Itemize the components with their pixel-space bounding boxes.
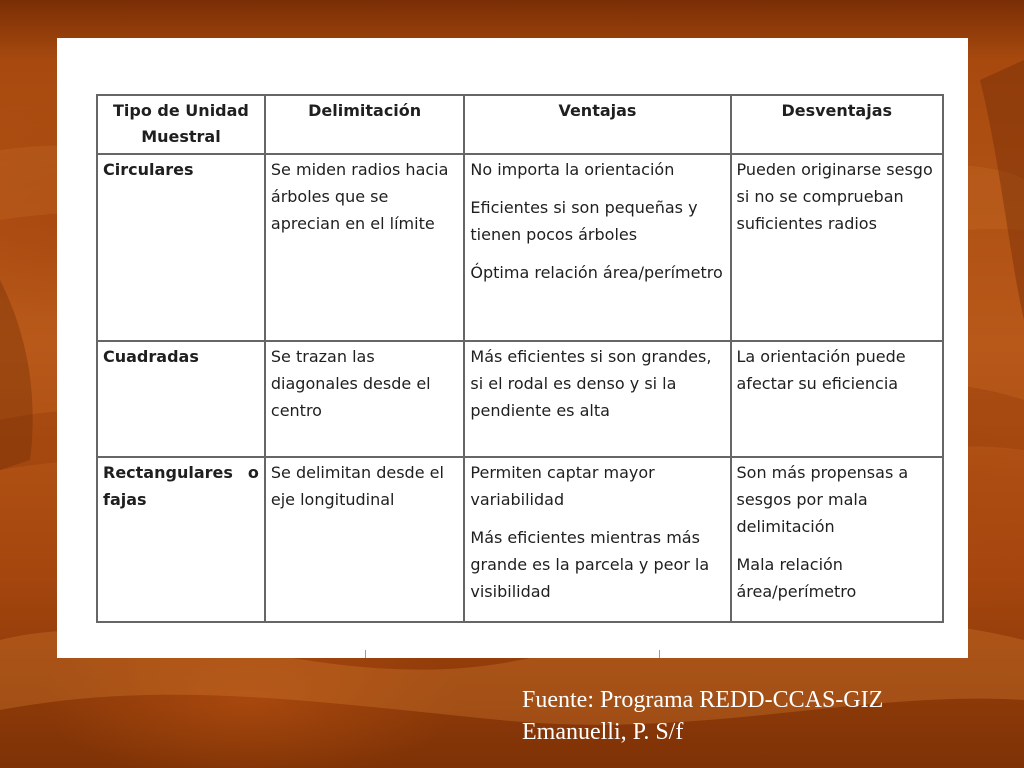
ventaja-text: Eficientes si son pequeñas y tienen pocos árboles (470, 198, 698, 244)
cell-ventajas (464, 341, 730, 457)
table-row (97, 154, 943, 341)
scan-artifact-tick (365, 650, 366, 658)
delimitacion-text: Se miden radios hacia árboles que se aprecian en el límite (270, 160, 449, 233)
source-line: Fuente: Programa REDD-CCAS-GIZ (522, 687, 884, 713)
scan-artifact-tick (659, 650, 660, 658)
table-row (97, 341, 943, 457)
tipo-label: Cuadradas (103, 347, 199, 366)
table-row (97, 457, 943, 622)
cell-desventajas (731, 341, 944, 457)
desventaja-text: Son más propensas a sesgos por mala delimitación (736, 463, 909, 536)
tipo-label-line1 (103, 459, 259, 486)
cell-delimitacion (265, 154, 465, 341)
header-desventajas: Desventajas (731, 95, 944, 154)
slide-card (57, 38, 968, 658)
header-delimitacion: Delimitación (265, 95, 465, 154)
tipo-label-word: Rectangulares (103, 463, 233, 482)
table-header-row (97, 95, 943, 154)
tipo-label-word: o (247, 463, 259, 482)
ventaja-text: Óptima relación área/perímetro (470, 263, 723, 282)
header-tipo: Tipo de Unidad Muestral (97, 95, 265, 154)
cell-tipo (97, 154, 265, 341)
header-ventajas: Ventajas (464, 95, 730, 154)
tipo-label: Circulares (103, 160, 194, 179)
cell-delimitacion (265, 341, 465, 457)
cell-ventajas (464, 154, 730, 341)
ventaja-text: Más eficientes mientras más grande es la parcela y peor la visibilidad (470, 528, 710, 601)
desventaja-text: Mala relación área/perímetro (736, 555, 857, 601)
ventaja-text: No importa la orientación (470, 160, 675, 179)
sampling-units-table (96, 94, 944, 623)
author-line: Emanuelli, P. S/f (522, 719, 684, 745)
ventaja-text: Más eficientes si son grandes, si el rodal es denso y si la pendiente es alta (470, 347, 712, 420)
ventaja-text: Permiten captar mayor variabilidad (470, 463, 655, 509)
cell-ventajas (464, 457, 730, 622)
cell-delimitacion (265, 457, 465, 622)
cell-tipo (97, 457, 265, 622)
desventaja-text: Pueden originarse sesgo si no se comprueban suficientes radios (736, 160, 933, 233)
source-caption (522, 684, 883, 748)
delimitacion-text: Se trazan las diagonales desde el centro (270, 347, 431, 420)
cell-desventajas (731, 154, 944, 341)
delimitacion-text: Se delimitan desde el eje longitudinal (270, 463, 444, 509)
cell-desventajas (731, 457, 944, 622)
cell-tipo (97, 341, 265, 457)
tipo-label-line2: fajas (103, 490, 147, 509)
desventaja-text: La orientación puede afectar su eficiencia (736, 347, 906, 393)
